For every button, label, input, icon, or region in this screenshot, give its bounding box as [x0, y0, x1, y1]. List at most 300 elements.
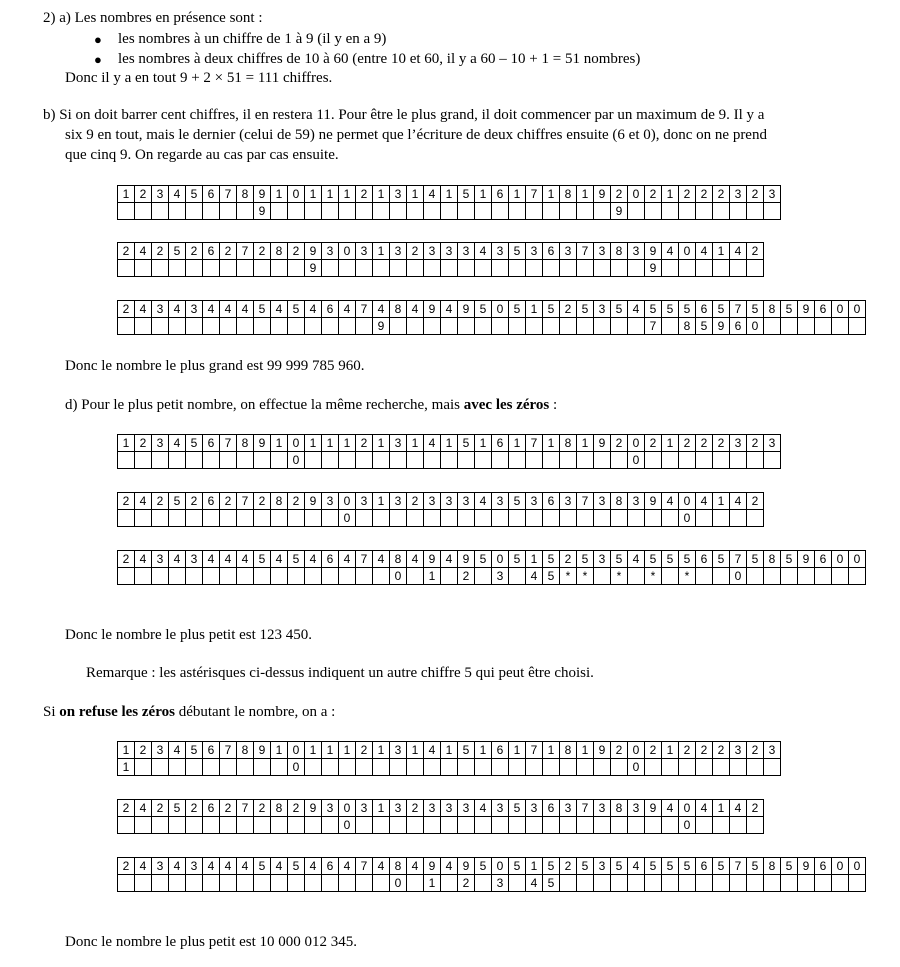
kept-digit-cell	[373, 510, 390, 527]
kept-digit-cell	[815, 568, 832, 585]
kept-digit-cell	[475, 452, 492, 469]
kept-digit-cell	[781, 318, 798, 335]
digit-cell: 1	[271, 435, 288, 452]
kept-digit-cell	[645, 510, 662, 527]
kept-digit-cell	[407, 452, 424, 469]
kept-digit-cell	[186, 318, 203, 335]
kept-digit-cell	[560, 875, 577, 892]
kept-digit-cell	[169, 568, 186, 585]
kept-digit-cell	[271, 452, 288, 469]
kept-digit-cell	[169, 875, 186, 892]
kept-digit-cell	[339, 875, 356, 892]
kept-digit-cell: 0	[339, 510, 356, 527]
kept-digit-cell	[169, 817, 186, 834]
kept-digit-cell	[662, 260, 679, 277]
digit-cell: 6	[492, 742, 509, 759]
digit-cell: 4	[220, 301, 237, 318]
kept-digit-cell	[849, 318, 866, 335]
kept-digit-cell	[560, 510, 577, 527]
kept-digit-cell	[509, 875, 526, 892]
digit-cell: 3	[152, 551, 169, 568]
digit-cell: 1	[322, 742, 339, 759]
kept-digit-cell	[288, 817, 305, 834]
digit-cell: 4	[730, 243, 747, 260]
digit-cell: 4	[424, 435, 441, 452]
digit-cell: 4	[220, 858, 237, 875]
digit-cell: 7	[220, 186, 237, 203]
kept-digit-cell	[339, 759, 356, 776]
kept-digit-cell	[730, 759, 747, 776]
kept-digit-cell	[458, 260, 475, 277]
digit-cell: 6	[203, 243, 220, 260]
digit-cell: 3	[492, 493, 509, 510]
kept-digit-cell	[322, 260, 339, 277]
kept-digit-cell	[543, 452, 560, 469]
kept-digit-cell: 8	[679, 318, 696, 335]
kept-digit-cell	[220, 510, 237, 527]
kept-digit-cell: 7	[645, 318, 662, 335]
kept-digit-cell	[509, 260, 526, 277]
digit-cell: 2	[713, 742, 730, 759]
kept-digit-cell: 9	[713, 318, 730, 335]
digit-cell: 5	[543, 301, 560, 318]
digit-cell: 3	[458, 800, 475, 817]
kept-digit-cell	[135, 817, 152, 834]
digit-cell: 4	[203, 551, 220, 568]
kept-digit-cell: 9	[645, 260, 662, 277]
digit-cell: 5	[679, 858, 696, 875]
digit-cell: 2	[560, 858, 577, 875]
kept-digit-cell	[271, 260, 288, 277]
kept-digit-cell	[203, 452, 220, 469]
kept-digit-cell: 0	[288, 452, 305, 469]
kept-digit-cell	[662, 568, 679, 585]
kept-digit-cell: 2	[458, 568, 475, 585]
kept-digit-cell	[645, 452, 662, 469]
digit-cell: 3	[560, 800, 577, 817]
kept-digit-cell	[407, 318, 424, 335]
kept-digit-cell	[237, 318, 254, 335]
kept-digit-cell: 0	[390, 568, 407, 585]
kept-digit-cell	[696, 817, 713, 834]
kept-digit-cell	[577, 510, 594, 527]
kept-digit-cell	[611, 260, 628, 277]
digit-cell: 6	[696, 858, 713, 875]
digit-cell: 8	[560, 186, 577, 203]
digit-cell: 1	[373, 435, 390, 452]
digit-cell: 2	[152, 243, 169, 260]
digit-cell: 0	[339, 800, 356, 817]
kept-digit-cell: 0	[679, 510, 696, 527]
kept-digit-cell	[118, 452, 135, 469]
kept-digit-cell	[322, 817, 339, 834]
kept-digit-cell: 5	[543, 568, 560, 585]
kept-digit-cell	[203, 875, 220, 892]
digit-grid-9	[117, 857, 866, 892]
kept-digit-cell	[390, 817, 407, 834]
part-b-line-1: b) Si on doit barrer cent chiffres, il en restera 11. Pour être le plus grand, il doit commencer par un maximum de 9. Il y a	[43, 107, 765, 123]
kept-digit-cell	[577, 452, 594, 469]
kept-digit-cell: 0	[628, 452, 645, 469]
digit-cell: 0	[288, 435, 305, 452]
kept-digit-cell	[543, 817, 560, 834]
kept-digit-cell	[594, 817, 611, 834]
digit-cell: 9	[424, 301, 441, 318]
bullet-dot-1: ●	[94, 32, 102, 47]
kept-digit-cell	[424, 452, 441, 469]
digit-cell: 8	[611, 243, 628, 260]
kept-digit-cell	[373, 452, 390, 469]
kept-digit-cell	[577, 759, 594, 776]
digit-cell: 6	[543, 243, 560, 260]
kept-digit-cell	[696, 875, 713, 892]
digit-cell: 5	[679, 301, 696, 318]
kept-digit-cell	[288, 875, 305, 892]
digit-cell: 4	[271, 301, 288, 318]
kept-digit-cell	[356, 817, 373, 834]
digit-cell: 3	[152, 742, 169, 759]
kept-digit-cell	[628, 260, 645, 277]
kept-digit-cell	[492, 260, 509, 277]
kept-digit-cell: 0	[679, 817, 696, 834]
digit-cell: 7	[577, 800, 594, 817]
digit-cell: 5	[509, 493, 526, 510]
kept-digit-cell	[254, 875, 271, 892]
kept-digit-cell	[186, 452, 203, 469]
kept-digit-cell	[577, 817, 594, 834]
digit-cell: 3	[441, 800, 458, 817]
kept-digit-cell	[305, 203, 322, 220]
digit-cell: 6	[815, 301, 832, 318]
digit-cell: 8	[611, 800, 628, 817]
kept-digit-cell	[407, 759, 424, 776]
digit-cell: 3	[356, 243, 373, 260]
kept-digit-cell	[594, 759, 611, 776]
digit-cell: 2	[747, 493, 764, 510]
digit-cell: 5	[781, 858, 798, 875]
kept-digit-cell	[543, 260, 560, 277]
part-b-conclusion: Donc le nombre le plus grand est 99 999 785 960.	[65, 358, 365, 374]
digit-cell: 0	[288, 186, 305, 203]
digit-cell: 5	[662, 551, 679, 568]
digit-cell: 2	[220, 800, 237, 817]
digit-grid-6	[117, 550, 866, 585]
kept-digit-cell	[628, 817, 645, 834]
part-a-bullet-2: les nombres à deux chiffres de 10 à 60 (entre 10 et 60, il y a 60 – 10 + 1 = 51 nombres)	[118, 51, 641, 67]
digit-cell: 5	[169, 493, 186, 510]
kept-digit-cell	[696, 759, 713, 776]
kept-digit-cell	[305, 510, 322, 527]
kept-digit-cell	[135, 452, 152, 469]
kept-digit-cell	[254, 510, 271, 527]
kept-digit-cell	[237, 260, 254, 277]
digit-cell: 1	[118, 186, 135, 203]
digit-cell: 3	[764, 435, 781, 452]
digit-cell: 2	[747, 243, 764, 260]
digit-cell: 2	[118, 800, 135, 817]
digit-cell: 1	[407, 435, 424, 452]
kept-digit-cell	[475, 817, 492, 834]
digit-cell: 5	[475, 858, 492, 875]
part-d-intro-bold: avec les zéros	[463, 397, 550, 413]
kept-digit-cell	[407, 817, 424, 834]
kept-digit-cell: 1	[424, 568, 441, 585]
digit-cell: 3	[322, 493, 339, 510]
kept-digit-cell	[696, 203, 713, 220]
digit-cell: 4	[169, 742, 186, 759]
digit-cell: 3	[560, 493, 577, 510]
digit-cell: 4	[271, 858, 288, 875]
digit-cell: 3	[458, 493, 475, 510]
digit-cell: 6	[203, 493, 220, 510]
digit-cell: 4	[662, 800, 679, 817]
digit-cell: 4	[373, 858, 390, 875]
digit-cell: 2	[747, 186, 764, 203]
kept-digit-cell	[560, 203, 577, 220]
digit-cell: 7	[237, 243, 254, 260]
kept-digit-cell	[594, 875, 611, 892]
kept-digit-cell	[152, 452, 169, 469]
digit-cell: 5	[186, 186, 203, 203]
part-d-conclusion: Donc le nombre le plus petit est 123 450.	[65, 627, 313, 643]
digit-cell: 4	[696, 243, 713, 260]
kept-digit-cell	[186, 510, 203, 527]
kept-digit-cell	[662, 510, 679, 527]
kept-digit-cell	[475, 875, 492, 892]
kept-digit-cell	[628, 568, 645, 585]
kept-digit-cell	[424, 510, 441, 527]
digit-cell: 5	[169, 800, 186, 817]
digit-cell: 2	[747, 800, 764, 817]
digit-cell: 1	[543, 435, 560, 452]
kept-digit-cell	[237, 759, 254, 776]
digit-cell: 5	[747, 301, 764, 318]
kept-digit-cell	[543, 510, 560, 527]
digit-cell: 2	[152, 493, 169, 510]
digit-cell: 4	[475, 493, 492, 510]
kept-digit-cell	[441, 203, 458, 220]
digit-cell: 2	[135, 186, 152, 203]
kept-digit-cell	[237, 568, 254, 585]
kept-digit-cell	[203, 318, 220, 335]
kept-digit-cell	[356, 759, 373, 776]
kept-digit-cell: 3	[492, 568, 509, 585]
kept-digit-cell	[220, 203, 237, 220]
digit-cell: 4	[373, 551, 390, 568]
digit-cell: 4	[305, 301, 322, 318]
digit-cell: 3	[356, 493, 373, 510]
digit-cell: 1	[118, 742, 135, 759]
part-d-intro-suffix: :	[549, 397, 558, 413]
digit-cell: 4	[203, 858, 220, 875]
kept-digit-cell	[373, 759, 390, 776]
kept-digit-cell	[118, 568, 135, 585]
digit-cell: 5	[577, 551, 594, 568]
kept-digit-cell	[509, 510, 526, 527]
digit-cell: 4	[271, 551, 288, 568]
kept-digit-cell: 1	[118, 759, 135, 776]
digit-cell: 5	[747, 858, 764, 875]
kept-digit-cell: 9	[611, 203, 628, 220]
digit-cell: 2	[560, 301, 577, 318]
kept-digit-cell	[135, 203, 152, 220]
kept-digit-cell	[577, 875, 594, 892]
digit-cell: 3	[152, 858, 169, 875]
kept-digit-cell	[186, 759, 203, 776]
kept-digit-cell	[203, 759, 220, 776]
digit-cell: 3	[322, 800, 339, 817]
digit-cell: 4	[305, 858, 322, 875]
kept-digit-cell	[220, 568, 237, 585]
kept-digit-cell	[509, 568, 526, 585]
digit-cell: 0	[339, 493, 356, 510]
kept-digit-cell	[152, 203, 169, 220]
digit-cell: 0	[849, 551, 866, 568]
kept-digit-cell	[594, 510, 611, 527]
kept-digit-cell	[271, 318, 288, 335]
kept-digit-cell	[135, 568, 152, 585]
kept-digit-cell	[186, 260, 203, 277]
kept-digit-cell	[390, 510, 407, 527]
kept-digit-cell	[526, 260, 543, 277]
digit-cell: 1	[322, 435, 339, 452]
digit-grid-3	[117, 300, 866, 335]
kept-digit-cell	[509, 452, 526, 469]
kept-digit-cell	[407, 568, 424, 585]
kept-digit-cell	[781, 875, 798, 892]
digit-cell: 4	[475, 800, 492, 817]
kept-digit-cell	[764, 568, 781, 585]
kept-digit-cell: 2	[458, 875, 475, 892]
digit-cell: 2	[220, 243, 237, 260]
kept-digit-cell	[220, 260, 237, 277]
digit-cell: 5	[509, 800, 526, 817]
kept-digit-cell	[492, 203, 509, 220]
kept-digit-cell	[407, 510, 424, 527]
digit-cell: 2	[645, 435, 662, 452]
digit-cell: 4	[169, 186, 186, 203]
digit-cell: 1	[441, 742, 458, 759]
kept-digit-cell	[475, 203, 492, 220]
digit-cell: 8	[390, 551, 407, 568]
kept-digit-cell	[220, 817, 237, 834]
digit-cell: 2	[254, 800, 271, 817]
kept-digit-cell	[424, 817, 441, 834]
digit-cell: 5	[288, 301, 305, 318]
part-a-total: Donc il y a en tout 9 + 2 × 51 = 111 chiffres.	[65, 70, 333, 86]
digit-cell: 2	[135, 742, 152, 759]
digit-cell: 1	[577, 742, 594, 759]
digit-cell: 8	[764, 301, 781, 318]
digit-cell: 1	[475, 742, 492, 759]
digit-cell: 1	[662, 435, 679, 452]
digit-cell: 3	[628, 243, 645, 260]
kept-digit-cell	[254, 817, 271, 834]
kept-digit-cell	[509, 318, 526, 335]
digit-cell: 3	[186, 301, 203, 318]
digit-cell: 7	[220, 742, 237, 759]
digit-cell: 3	[730, 435, 747, 452]
digit-cell: 0	[849, 858, 866, 875]
digit-cell: 3	[594, 243, 611, 260]
kept-digit-cell	[764, 759, 781, 776]
part-d-remark: Remarque : les astérisques ci-dessus indiquent un autre chiffre 5 qui peut être choisi.	[86, 665, 594, 681]
digit-cell: 9	[594, 742, 611, 759]
kept-digit-cell	[220, 759, 237, 776]
digit-cell: 1	[713, 243, 730, 260]
digit-cell: 0	[832, 858, 849, 875]
digit-cell: 6	[203, 186, 220, 203]
digit-cell: 6	[492, 435, 509, 452]
kept-digit-cell	[390, 203, 407, 220]
digit-cell: 0	[288, 742, 305, 759]
digit-cell: 2	[696, 435, 713, 452]
digit-grid-1	[117, 185, 781, 220]
digit-cell: 2	[713, 186, 730, 203]
kept-digit-cell	[492, 759, 509, 776]
kept-digit-cell	[679, 203, 696, 220]
kept-digit-cell	[152, 568, 169, 585]
digit-cell: 9	[594, 435, 611, 452]
digit-cell: 0	[628, 186, 645, 203]
digit-cell: 2	[186, 493, 203, 510]
digit-cell: 4	[441, 858, 458, 875]
digit-cell: 8	[271, 243, 288, 260]
digit-cell: 5	[713, 551, 730, 568]
part-b-line-3: que cinq 9. On regarde au cas par cas ensuite.	[65, 147, 339, 163]
digit-cell: 4	[424, 186, 441, 203]
kept-digit-cell	[271, 817, 288, 834]
digit-cell: 4	[339, 551, 356, 568]
digit-cell: 2	[407, 243, 424, 260]
digit-cell: 5	[254, 551, 271, 568]
digit-cell: 4	[339, 301, 356, 318]
kept-digit-cell	[747, 817, 764, 834]
kept-digit-cell	[271, 875, 288, 892]
digit-cell: 7	[730, 301, 747, 318]
kept-digit-cell	[645, 817, 662, 834]
digit-cell: 7	[526, 435, 543, 452]
digit-cell: 2	[288, 493, 305, 510]
digit-cell: 9	[254, 186, 271, 203]
kept-digit-cell	[169, 318, 186, 335]
digit-cell: 3	[424, 800, 441, 817]
kept-digit-cell	[611, 817, 628, 834]
kept-digit-cell	[373, 817, 390, 834]
kept-digit-cell	[152, 817, 169, 834]
kept-digit-cell	[696, 510, 713, 527]
digit-cell: 5	[186, 742, 203, 759]
kept-digit-cell	[254, 452, 271, 469]
digit-cell: 7	[730, 551, 747, 568]
digit-cell: 2	[118, 493, 135, 510]
digit-cell: 6	[203, 742, 220, 759]
digit-cell: 2	[560, 551, 577, 568]
kept-digit-cell	[611, 759, 628, 776]
digit-cell: 1	[577, 186, 594, 203]
digit-cell: 5	[662, 301, 679, 318]
digit-cell: 1	[713, 800, 730, 817]
kept-digit-cell	[492, 510, 509, 527]
kept-digit-cell	[526, 759, 543, 776]
kept-digit-cell	[560, 260, 577, 277]
kept-digit-cell	[441, 759, 458, 776]
kept-digit-cell	[322, 875, 339, 892]
digit-cell: 0	[679, 800, 696, 817]
kept-digit-cell	[288, 510, 305, 527]
digit-cell: 4	[628, 858, 645, 875]
digit-cell: 6	[492, 186, 509, 203]
